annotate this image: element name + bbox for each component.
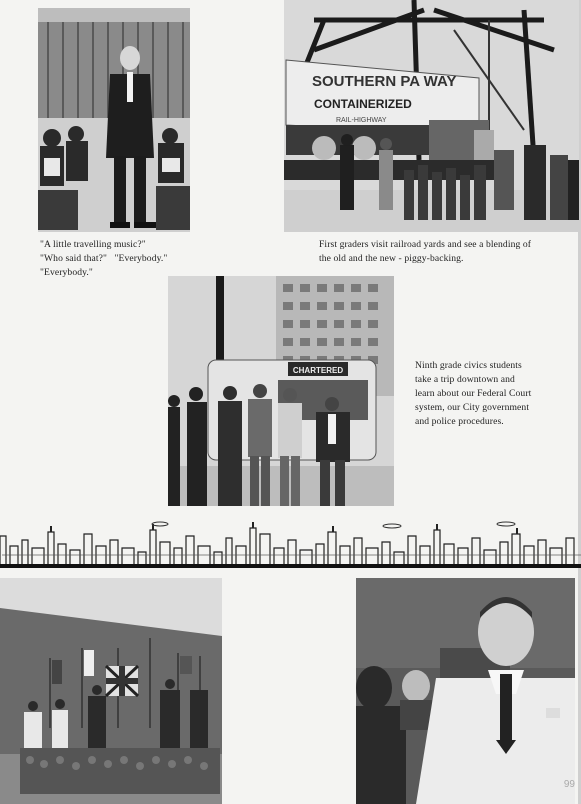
- caption-civics-line-5: and police procedures.: [415, 416, 504, 427]
- caption-music-line-1: "A little travelling music?": [40, 239, 146, 250]
- caption-civics-line-1: Ninth grade civics students: [415, 360, 522, 371]
- caption-railroad-line-2: the old and the new - piggy-backing.: [319, 253, 464, 264]
- photo-flag-ceremony: [0, 578, 222, 804]
- caption-civics: [415, 359, 531, 429]
- photo-teacher-portrait: [356, 578, 575, 804]
- truck-sign-line-3: RAIL-HIGHWAY: [336, 117, 387, 124]
- caption-music-line-2: "Who said that?" "Everybody.": [40, 253, 168, 264]
- bus-sign: CHARTERED: [292, 366, 344, 375]
- truck-sign-line-1: SOUTHERN PA WAY: [312, 73, 457, 90]
- truck-sign-line-2: CONTAINERIZED: [314, 97, 412, 111]
- photo-railroad-yard: [284, 0, 579, 232]
- photo-civics-trip: [168, 276, 394, 506]
- caption-music: [40, 238, 167, 280]
- caption-civics-line-4: system, our City government: [415, 402, 530, 413]
- caption-railroad-line-1: First graders visit railroad yards and see a blending of: [319, 239, 532, 250]
- photo-stage-performer: [38, 8, 190, 232]
- caption-civics-line-3: learn about our Federal Court: [415, 388, 532, 399]
- caption-music-line-3: "Everybody.": [40, 267, 93, 278]
- caption-railroad: [319, 238, 531, 266]
- page-number: 99: [563, 779, 575, 790]
- caption-civics-line-2: take a trip downtown and: [415, 374, 515, 385]
- city-skyline-divider: [0, 518, 581, 574]
